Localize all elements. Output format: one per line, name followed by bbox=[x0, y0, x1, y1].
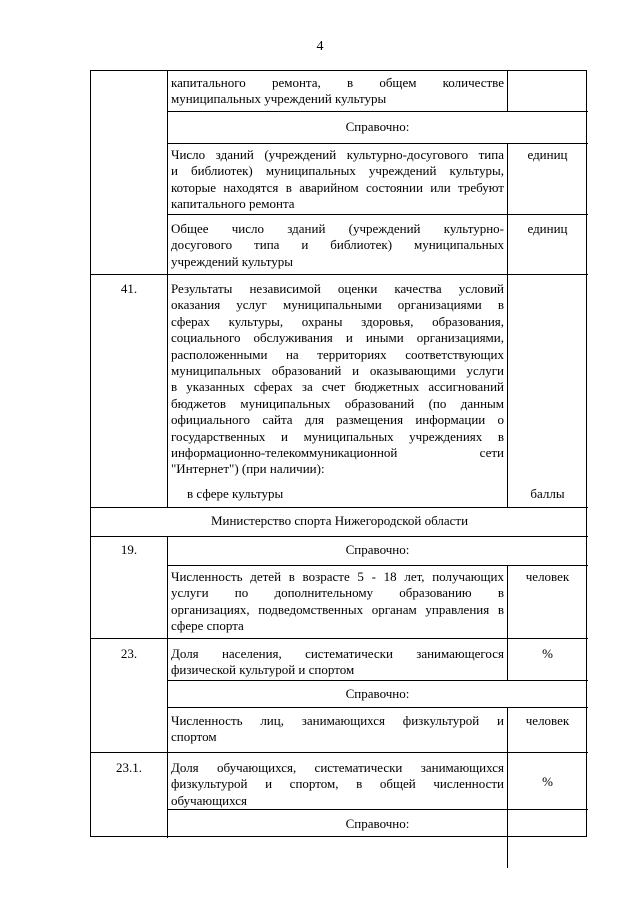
reference-header: Справочно: bbox=[345, 816, 410, 831]
row-number: 41. bbox=[120, 281, 138, 296]
indicators-table bbox=[90, 70, 587, 837]
row-divider bbox=[91, 507, 588, 508]
indicator-text: Результаты независимой оценки качества условий оказания услуг муниципальными организациями в сферах культуры, охраны здоровья, образования, социального обслуживания и иными организациями, расположенными на территориях соответствующих муниципальных образований и оказывающими услуги в указанных сферах за счет бюджетных ассигнований бюджетов муниципальных образований (по данным официального сайта для размещения информации о государственных и муниципальных учреждениях в информационно-телекоммуникационной сети "Интернет") (при наличии): bbox=[171, 281, 504, 477]
unit-cell: единиц bbox=[527, 221, 568, 236]
row-divider bbox=[91, 274, 588, 275]
row-divider bbox=[91, 638, 588, 639]
indicator-text: Доля населения, систематически занимающегося физической культурой и спортом bbox=[171, 646, 504, 678]
row-divider bbox=[91, 536, 588, 537]
row-divider bbox=[167, 707, 588, 708]
row-divider bbox=[167, 680, 588, 681]
unit-cell: человек bbox=[525, 713, 570, 728]
row-divider bbox=[167, 565, 588, 566]
indicator-text: капитального ремонта, в общем количестве муниципальных учреждений культуры bbox=[171, 75, 504, 107]
row-number: 23.1. bbox=[116, 760, 142, 775]
reference-header: Справочно: bbox=[345, 542, 410, 557]
unit-cell: единиц bbox=[527, 147, 568, 162]
indicator-text: Доля обучающихся, систематически занимающихся физкультурой и спортом, в общей численности обучающихся bbox=[171, 760, 504, 808]
section-heading: Министерство спорта Нижегородской области bbox=[210, 513, 469, 528]
col-divider-number bbox=[167, 71, 168, 507]
row-divider bbox=[167, 143, 588, 144]
reference-header: Справочно: bbox=[345, 119, 410, 134]
indicator-text: Общее число зданий (учреждений культурно- досугового типа и библиотек) муниципальных учреждений культуры bbox=[171, 221, 504, 269]
unit-cell: % bbox=[542, 646, 553, 661]
indicator-text: Число зданий (учреждений культурно-досугового типа и библиотек) муниципальных учреждений культуры, которые находятся в аварийном состоянии или требуют капитального ремонта bbox=[171, 147, 504, 212]
unit-cell: баллы bbox=[530, 486, 565, 501]
sub-indicator: в сфере культуры bbox=[187, 486, 284, 501]
row-divider bbox=[91, 752, 588, 753]
unit-cell: % bbox=[542, 774, 553, 789]
page-number: 4 bbox=[316, 39, 324, 54]
unit-cell: человек bbox=[525, 569, 570, 584]
indicator-text: Численность лиц, занимающихся физкультурой и спортом bbox=[171, 713, 504, 745]
row-divider bbox=[167, 111, 588, 112]
indicator-text: Численность детей в возрасте 5 - 18 лет, получающих услуги по дополнительному образованию в организациях, подведомственных органам управления в сфере спорта bbox=[171, 569, 504, 634]
col-divider-unit bbox=[507, 143, 508, 507]
row-number: 23. bbox=[120, 646, 138, 661]
col-divider-unit bbox=[507, 752, 508, 868]
col-divider-unit bbox=[507, 71, 508, 111]
row-divider bbox=[167, 214, 588, 215]
reference-header: Справочно: bbox=[345, 686, 410, 701]
row-number: 19. bbox=[120, 542, 138, 557]
